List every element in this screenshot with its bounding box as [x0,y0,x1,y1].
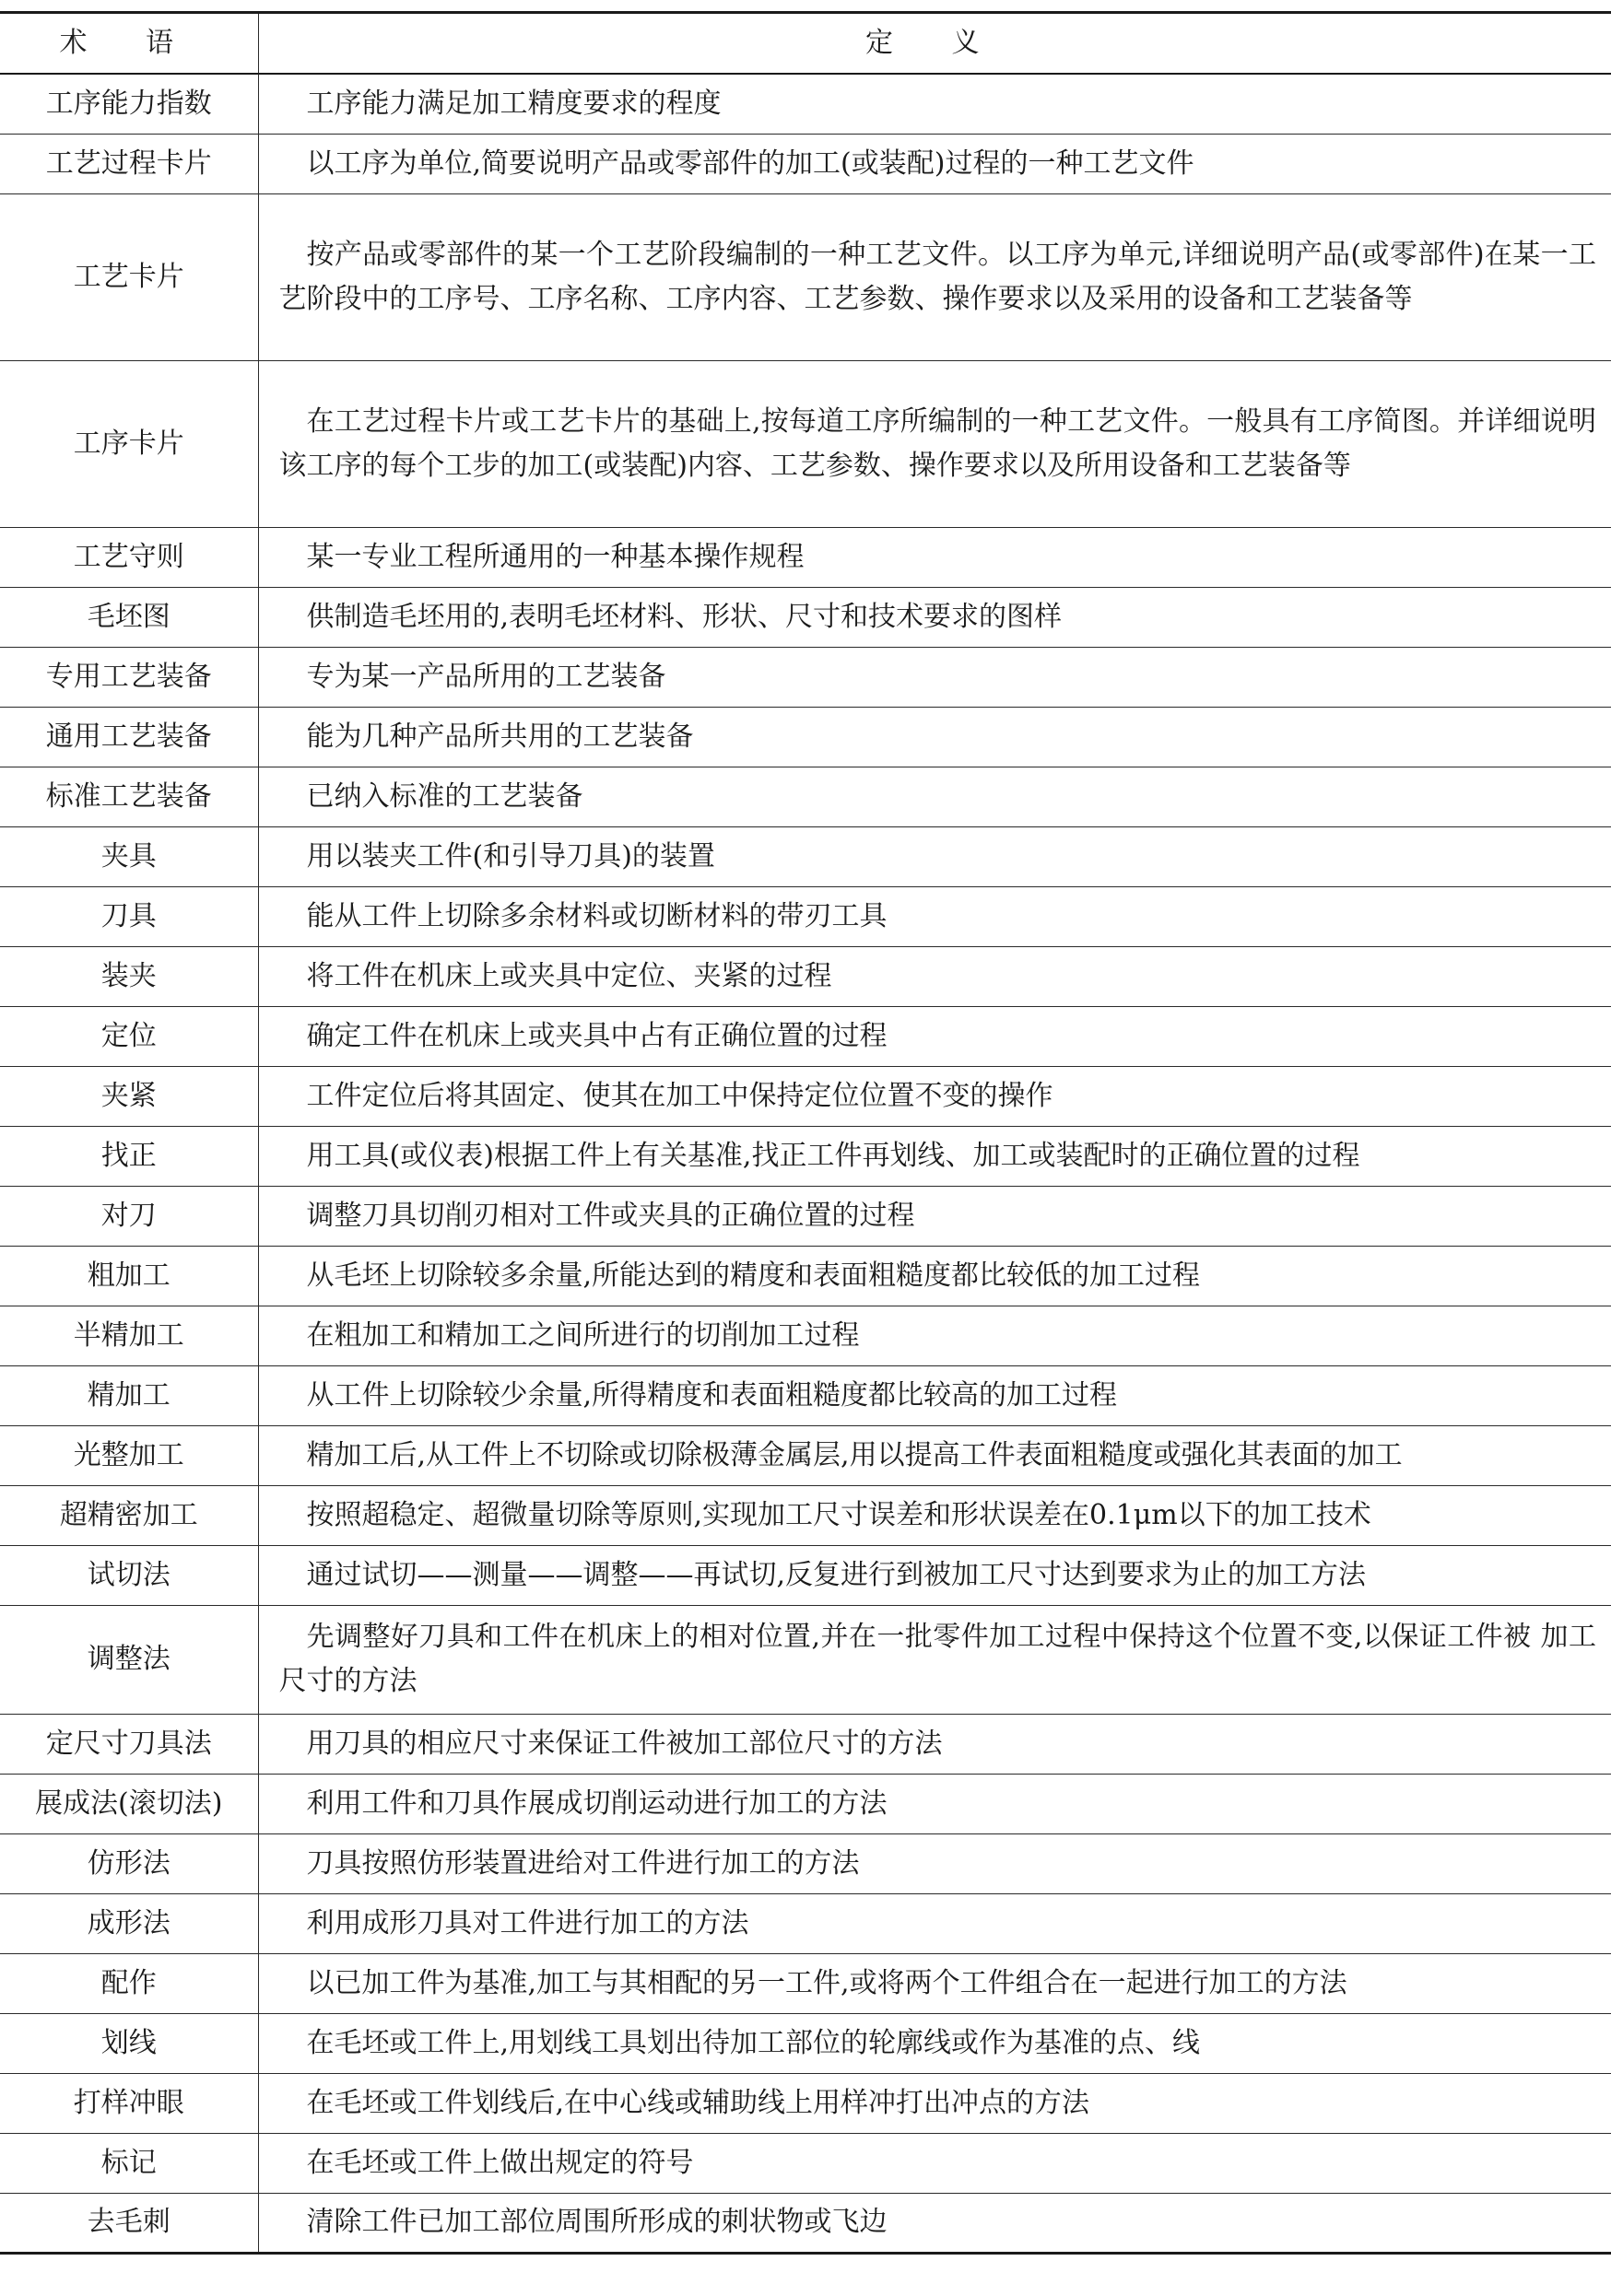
definition-cell: 利用成形刀具对工件进行加工的方法 [258,1893,1611,1953]
term-cell: 定尺寸刀具法 [0,1714,258,1774]
terms-table [0,11,1611,2255]
definition-cell: 以已加工件为基准,加工与其相配的另一工件,或将两个工件组合在一起进行加工的方法 [258,1953,1611,2013]
table-row [0,886,1611,946]
table-row [0,1833,1611,1893]
term-cell: 配作 [0,1953,258,2013]
term-cell: 找正 [0,1126,258,1186]
term-cell: 工序能力指数 [0,74,258,134]
term-cell: 通用工艺装备 [0,707,258,767]
definition-cell: 已纳入标准的工艺装备 [258,767,1611,826]
table-row [0,1714,1611,1774]
term-cell: 成形法 [0,1893,258,1953]
definition-cell: 从工件上切除较少余量,所得精度和表面粗糙度都比较高的加工过程 [258,1365,1611,1425]
term-cell: 工艺过程卡片 [0,134,258,193]
term-cell: 划线 [0,2013,258,2073]
term-cell: 去毛刺 [0,2193,258,2253]
table-row [0,134,1611,193]
term-cell: 对刀 [0,1186,258,1246]
term-cell: 调整法 [0,1605,258,1714]
term-cell: 超精密加工 [0,1485,258,1545]
table-row [0,1306,1611,1365]
table-row [0,826,1611,886]
definition-cell: 用刀具的相应尺寸来保证工件被加工部位尺寸的方法 [258,1714,1611,1774]
definition-cell: 调整刀具切削刃相对工件或夹具的正确位置的过程 [258,1186,1611,1246]
table-row [0,2193,1611,2253]
table-row [0,1365,1611,1425]
definition-cell: 工件定位后将其固定、使其在加工中保持定位位置不变的操作 [258,1066,1611,1126]
table-row [0,1246,1611,1306]
header-term: 术 语 [0,13,258,75]
term-cell: 粗加工 [0,1246,258,1306]
definition-cell: 利用工件和刀具作展成切削运动进行加工的方法 [258,1774,1611,1833]
definition-cell: 在毛坯或工件上,用划线工具划出待加工部位的轮廓线或作为基准的点、线 [258,2013,1611,2073]
table-row [0,2133,1611,2193]
definition-cell: 用以装夹工件(和引导刀具)的装置 [258,826,1611,886]
definition-cell: 清除工件已加工部位周围所形成的刺状物或飞边 [258,2193,1611,2253]
term-cell: 工序卡片 [0,360,258,527]
term-cell: 精加工 [0,1365,258,1425]
definition-cell: 精加工后,从工件上不切除或切除极薄金属层,用以提高工件表面粗糙度或强化其表面的加工 [258,1425,1611,1485]
definition-cell: 在毛坯或工件上做出规定的符号 [258,2133,1611,2193]
table-row [0,946,1611,1006]
term-cell: 装夹 [0,946,258,1006]
table-row [0,527,1611,587]
table-row [0,587,1611,647]
header-definition: 定 义 [258,13,1611,75]
definition-cell: 工序能力满足加工精度要求的程度 [258,74,1611,134]
definition-cell: 从毛坯上切除较多余量,所能达到的精度和表面粗糙度都比较低的加工过程 [258,1246,1611,1306]
definition-cell: 某一专业工程所通用的一种基本操作规程 [258,527,1611,587]
header-row [0,13,1611,75]
table-row [0,2013,1611,2073]
term-cell: 光整加工 [0,1425,258,1485]
table-row [0,1545,1611,1605]
definition-cell: 能从工件上切除多余材料或切断材料的带刃工具 [258,886,1611,946]
table-row [0,1774,1611,1833]
term-cell: 展成法(滚切法) [0,1774,258,1833]
term-cell: 夹紧 [0,1066,258,1126]
term-cell: 工艺守则 [0,527,258,587]
term-cell: 刀具 [0,886,258,946]
table-row [0,1953,1611,2013]
definition-cell: 先调整好刀具和工件在机床上的相对位置,并在一批零件加工过程中保持这个位置不变,以保证工件被 加工尺寸的方法 [258,1605,1611,1714]
term-cell: 半精加工 [0,1306,258,1365]
definition-cell: 能为几种产品所共用的工艺装备 [258,707,1611,767]
definition-cell: 确定工件在机床上或夹具中占有正确位置的过程 [258,1006,1611,1066]
term-cell: 打样冲眼 [0,2073,258,2133]
term-cell: 夹具 [0,826,258,886]
definition-cell: 通过试切——测量——调整——再试切,反复进行到被加工尺寸达到要求为止的加工方法 [258,1545,1611,1605]
table-row [0,1425,1611,1485]
table-row [0,647,1611,707]
term-cell: 仿形法 [0,1833,258,1893]
table-row [0,2073,1611,2133]
definition-cell: 在粗加工和精加工之间所进行的切削加工过程 [258,1306,1611,1365]
table-row [0,767,1611,826]
term-cell: 标记 [0,2133,258,2193]
definition-cell: 将工件在机床上或夹具中定位、夹紧的过程 [258,946,1611,1006]
table-row [0,1186,1611,1246]
table-row [0,1485,1611,1545]
definition-cell: 专为某一产品所用的工艺装备 [258,647,1611,707]
definition-cell: 以工序为单位,简要说明产品或零部件的加工(或装配)过程的一种工艺文件 [258,134,1611,193]
table-row [0,1893,1611,1953]
definition-cell: 按产品或零部件的某一个工艺阶段编制的一种工艺文件。以工序为单元,详细说明产品(或零部件)在某一工艺阶段中的工序号、工序名称、工序内容、工艺参数、操作要求以及采用的设备和工艺装备等 [258,193,1611,360]
term-cell: 标准工艺装备 [0,767,258,826]
table-row [0,1126,1611,1186]
table-row [0,1066,1611,1126]
definition-cell: 用工具(或仪表)根据工件上有关基准,找正工件再划线、加工或装配时的正确位置的过程 [258,1126,1611,1186]
term-cell: 专用工艺装备 [0,647,258,707]
definition-cell: 刀具按照仿形装置进给对工件进行加工的方法 [258,1833,1611,1893]
term-cell: 定位 [0,1006,258,1066]
definition-cell: 在工艺过程卡片或工艺卡片的基础上,按每道工序所编制的一种工艺文件。一般具有工序简图。并详细说明该工序的每个工步的加工(或装配)内容、工艺参数、操作要求以及所用设备和工艺装备等 [258,360,1611,527]
table-row [0,193,1611,360]
table-row [0,707,1611,767]
definition-cell: 按照超稳定、超微量切除等原则,实现加工尺寸误差和形状误差在0.1μm以下的加工技术 [258,1485,1611,1545]
term-cell: 毛坯图 [0,587,258,647]
table-row [0,74,1611,134]
term-cell: 试切法 [0,1545,258,1605]
definition-cell: 在毛坯或工件划线后,在中心线或辅助线上用样冲打出冲点的方法 [258,2073,1611,2133]
term-cell: 工艺卡片 [0,193,258,360]
table-row [0,1006,1611,1066]
table-row [0,1605,1611,1714]
definition-cell: 供制造毛坯用的,表明毛坯材料、形状、尺寸和技术要求的图样 [258,587,1611,647]
table-row [0,360,1611,527]
